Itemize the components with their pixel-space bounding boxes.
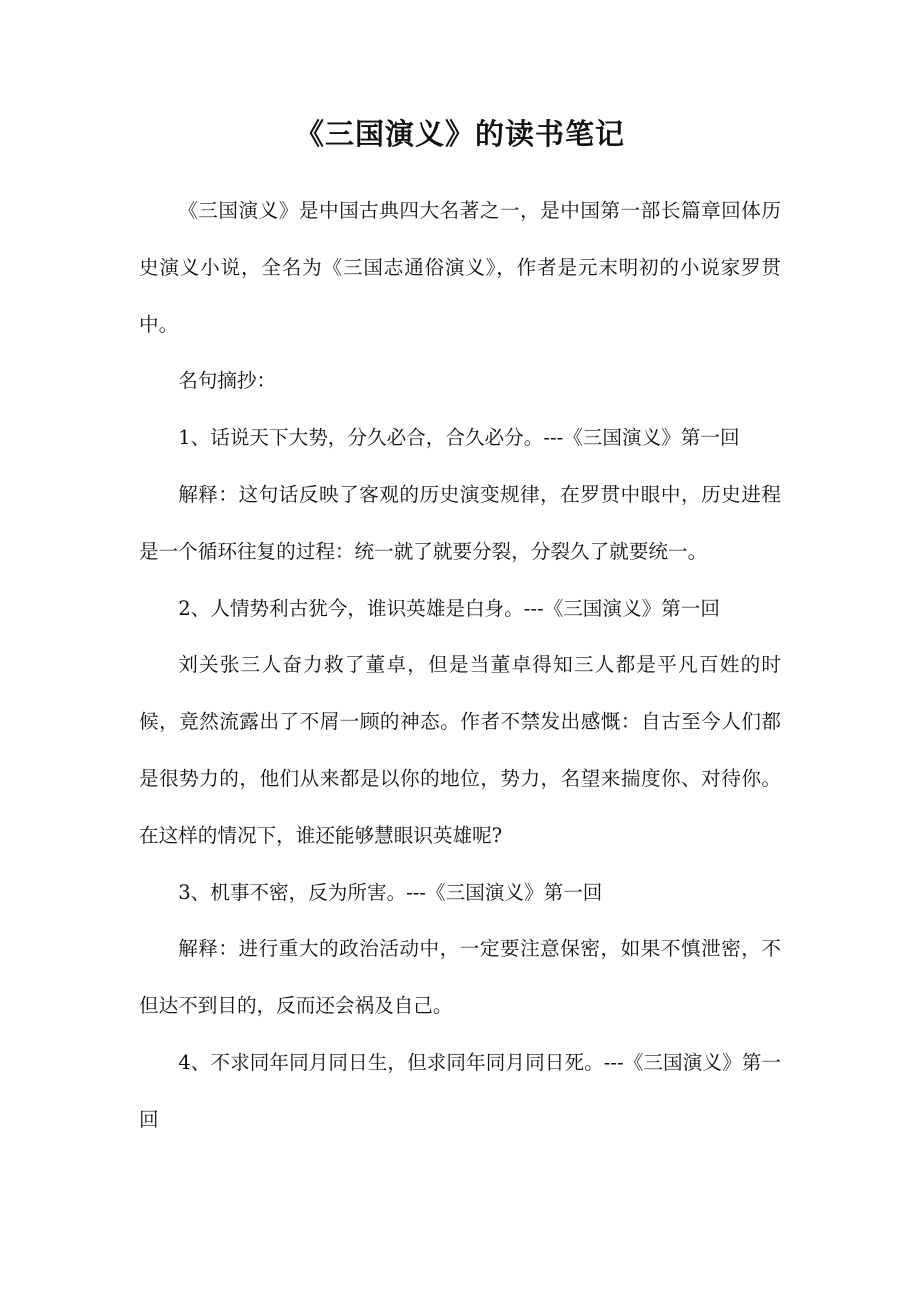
quote-1: 1、话说天下大势，分久必合，合久必分。---《三国演义》第一回 [178, 426, 740, 450]
quote-3: 3、机事不密，反为所害。---《三国演义》第一回 [178, 880, 603, 904]
quote-4: 4、不求同年同月同日生，但求同年同月同日死。---《三国演义》第一回 [139, 1050, 781, 1131]
quote-3-explanation: 解释：进行重大的政治活动中，一定要注意保密，如果不慎泄密，不但达不到目的，反而还会祸及自己。 [139, 937, 781, 1018]
quote-2: 2、人情势利古犹今，谁识英雄是白身。---《三国演义》第一回 [178, 596, 720, 620]
document-title: 《三国演义》的读书笔记 [294, 117, 625, 151]
quotes-heading: 名句摘抄： [178, 369, 277, 393]
quote-2-explanation: 刘关张三人奋力救了董卓，但是当董卓得知三人都是平凡百姓的时候，竟然流露出了不屑一顾的神态。作者不禁发出感慨：自古至今人们都是很势力的，他们从来都是以你的地位，势力，名望来揣度你、对待你。在这样的情况下，谁还能够慧眼识英雄呢? [139, 653, 781, 847]
intro-paragraph: 《三国演义》是中国古典四大名著之一，是中国第一部长篇章回体历史演义小说，全名为《三国志通俗演义》，作者是元末明初的小说家罗贯中。 [139, 199, 781, 336]
document-body [139, 183, 781, 1149]
quote-1-explanation: 解释：这句话反映了客观的历史演变规律，在罗贯中眼中，历史进程是一个循环往复的过程：统一就了就要分裂，分裂久了就要统一。 [139, 482, 781, 563]
